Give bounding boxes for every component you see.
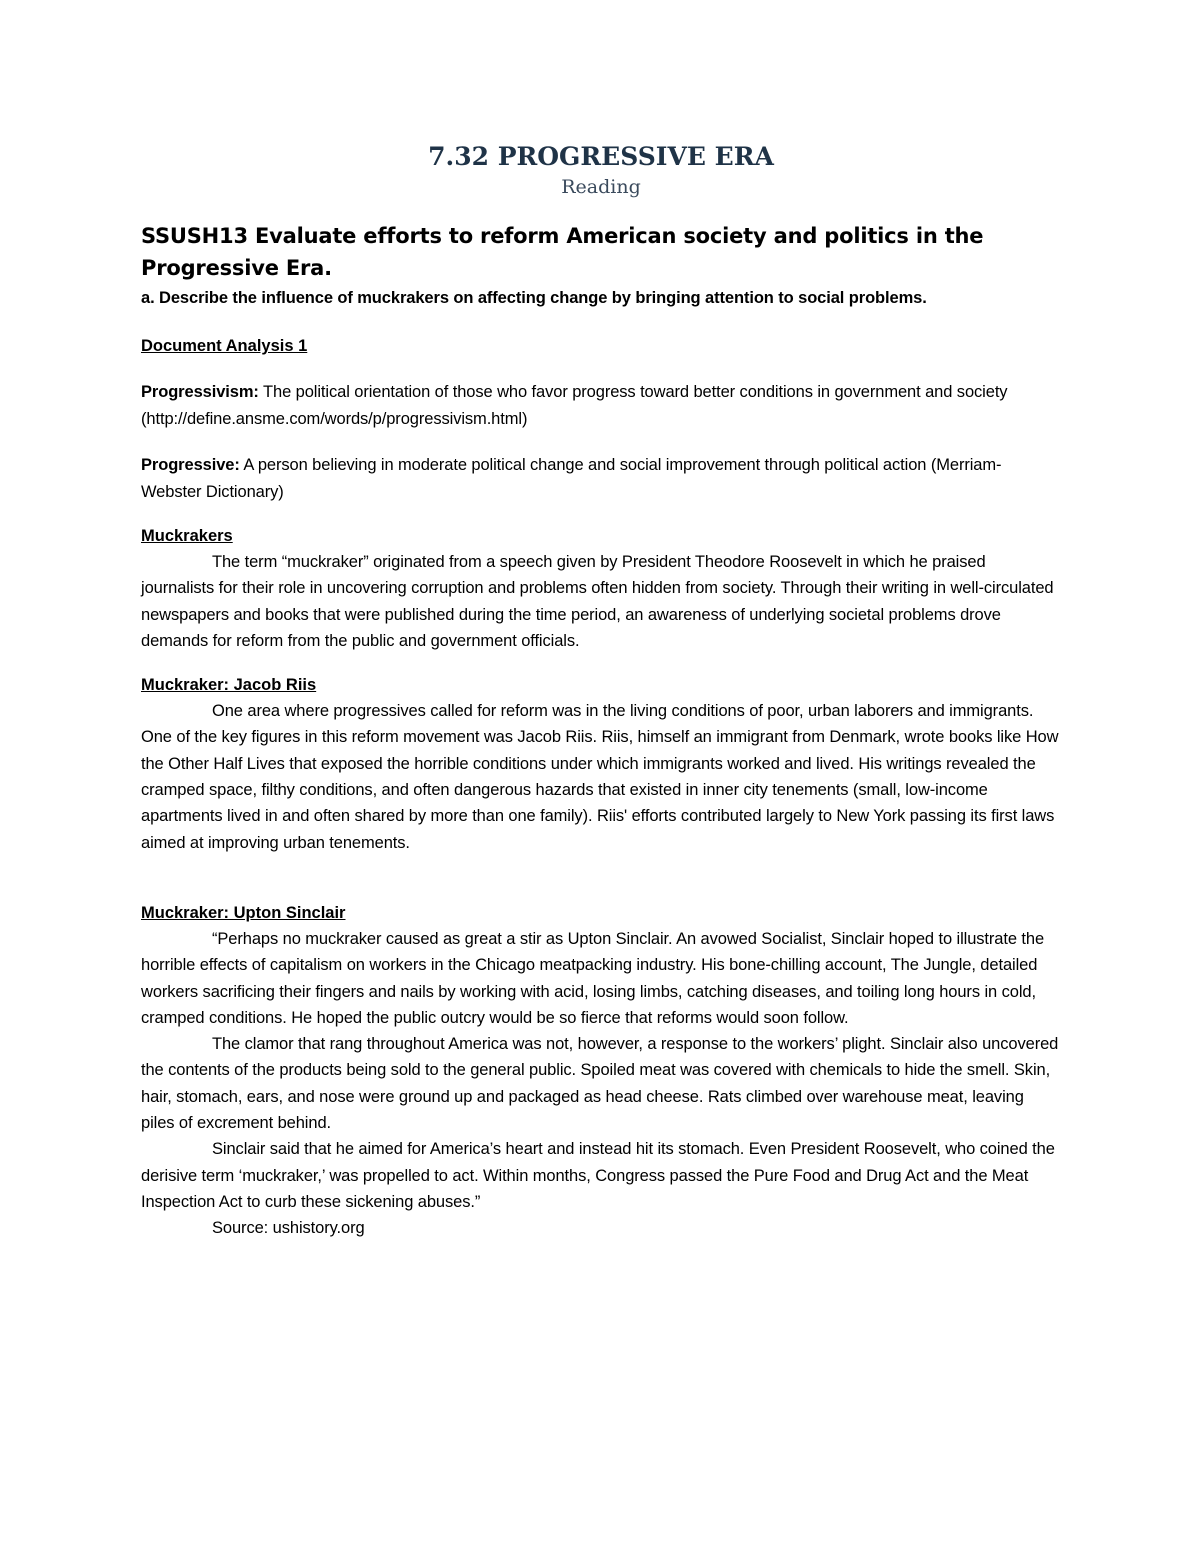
definition-text: The political orientation of those who favor progress toward better conditions in government and society (http://define.ansme.com/words/p/progressivism.html) [141,383,1008,428]
definition-progressive [141,452,1061,505]
definition-term: Progressive: [141,456,240,474]
sinclair-paragraph-2: The clamor that rang throughout America was not, however, a response to the workers’ plight. Sinclair also uncovered the contents of the products being sold to the general public. Spoiled meat was covered with chemicals to hide the smell. Skin, hair, stomach, ears, and nose were ground up and packaged as head cheese. Rats climbed over warehouse meat, leaving piles of excrement behind. [141,1035,1059,1133]
document-page [141,140,1061,1242]
sinclair-heading: Muckraker: Upton Sinclair [141,903,346,922]
source-citation: Source: ushistory.org [212,1219,365,1238]
sinclair-paragraph-3: Sinclair said that he aimed for America’s heart and instead hit its stomach. Even President Roosevelt, who coined the derisive term ‘muckraker,’ was propelled to act. Within months, Congress passed the Pure Food and Drug Act and the Meat Inspection Act to curb these sickening abuses.” [141,1140,1055,1211]
standard-element: a. Describe the influence of muckrakers on affecting change by bringing attention to social problems. [141,289,927,307]
muckrakers-paragraph: The term “muckraker” originated from a speech given by President Theodore Roosevelt in which he praised journalists for their role in uncovering corruption and problems often hidden from society. Through their writing in well-circulated newspapers and books that were published during the time period, an awareness of underlying societal problems drove demands for reform from the public and government officials. [141,553,1054,650]
riis-paragraph: One area where progressives called for reform was in the living conditions of poor, urban laborers and immigrants. One of the key figures in this reform movement was Jacob Riis. Riis, himself an immigrant from Denmark, wrote books like How the Other Half Lives that exposed the horrible conditions under which immigrants worked and lived. His writings revealed the cramped space, filthy conditions, and often dangerous hazards that existed in inner city tenements (small, low-income apartments lived in and often shared by more than one family). Riis' efforts contributed largely to New York passing its first laws aimed at improving urban tenements. [141,702,1059,852]
definition-term: Progressivism: [141,383,259,401]
section-heading: Document Analysis 1 [141,337,308,355]
standard-statement: SSUSH13 Evaluate efforts to reform American society and politics in the Progressive Era. [141,224,984,280]
muckrakers-heading: Muckrakers [141,527,233,545]
page-title: 7.32 PROGRESSIVE ERA [428,142,774,171]
definition-progressivism [141,379,1061,432]
riis-heading: Muckraker: Jacob Riis [141,676,317,695]
page-subtitle: Reading [561,176,641,198]
definition-text: A person believing in moderate political change and social improvement through political action (Merriam-Webster Dictionary) [141,456,1002,501]
sinclair-paragraph-1: “Perhaps no muckraker caused as great a stir as Upton Sinclair. An avowed Socialist, Sinclair hoped to illustrate the horrible effects of capitalism on workers in the Chicago meatpacking industry. His bone-chilling account, The Jungle, detailed workers sacrificing their fingers and nails by working with acid, losing limbs, catching diseases, and toiling long hours in cold, cramped conditions. He hoped the public outcry would be so fierce that reforms would soon follow. [141,929,1045,1027]
